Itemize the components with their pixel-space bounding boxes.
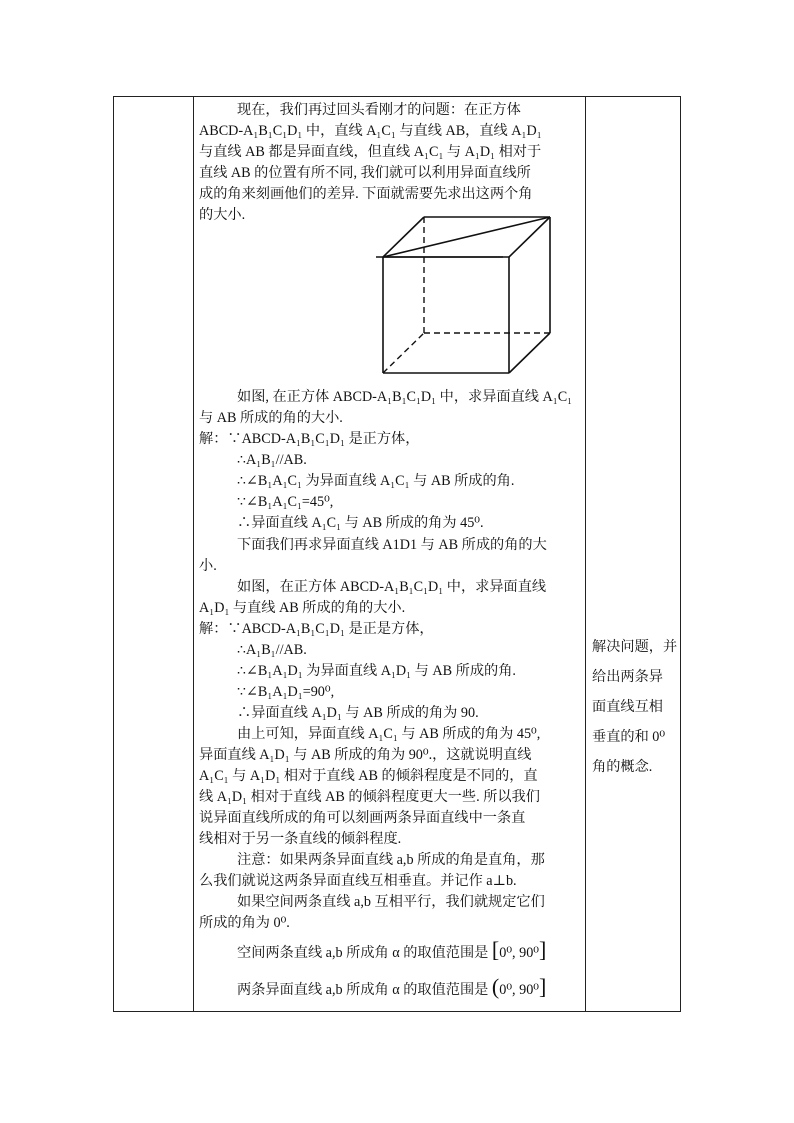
intro-line: ABCD-A₁B₁C₁D₁ 中，直线 A₁C₁ 与直线 AB，直线 A₁D₁ xyxy=(199,123,542,139)
solution2-line: ∴异面直线 A₁D₁ 与 AB 所成的角为 90. xyxy=(237,705,479,721)
example2-line: A₁D₁ 与直线 AB 所成的角的大小. xyxy=(199,600,406,616)
intent-line: 角的概念. xyxy=(592,759,653,775)
note-line: 所成的角为 0⁰. xyxy=(199,915,290,931)
range-open-bracket: [ xyxy=(491,937,500,962)
range-interval: 0⁰, 90⁰ xyxy=(499,945,539,961)
summary-line: 由上可知，异面直线 A₁C₁ 与 AB 所成的角为 45⁰, xyxy=(237,726,541,742)
intro-line: 与直线 AB 都是异面直线，但直线 A₁C₁ 与 A₁D₁ 相对于 xyxy=(199,144,542,160)
summary-line: 线 A₁D₁ 相对于直线 AB 的倾斜程度更大一些. 所以我们 xyxy=(199,789,540,805)
summary-line: A₁C₁ 与 A₁D₁ 相对于直线 AB 的倾斜程度是不同的，直 xyxy=(199,768,538,784)
example2-line: 如图，在正方体 ABCD-A₁B₁C₁D₁ 中，求异面直线 xyxy=(237,579,547,595)
summary-line: 异面直线 A₁D₁ 与 AB 所成的角为 90⁰.，这就说明直线 xyxy=(199,747,532,763)
solution1-line: 解：∵ABCD-A₁B₁C₁D₁ 是正方体， xyxy=(199,431,420,447)
lesson-table xyxy=(113,96,681,1012)
summary-line: 说异面直线所成的角可以刻画两条异面直线中一条直 xyxy=(199,810,526,826)
example1-line: 与 AB 所成的角的大小. xyxy=(199,410,343,426)
range-open-paren: ( xyxy=(491,974,500,999)
cube-drawing xyxy=(375,215,555,377)
note-line: 么我们就说这两条异面直线互相垂直。并记作 a⊥b. xyxy=(199,873,517,889)
solution2-line: ∴A₁B₁//AB. xyxy=(237,642,307,658)
main-content-cell xyxy=(199,97,586,1011)
summary-line: 线相对于另一条直线的倾斜程度. xyxy=(199,831,402,847)
range-close-bracket: ] xyxy=(539,974,547,999)
intent-line: 面直线互相 xyxy=(592,699,663,715)
column-divider-1 xyxy=(193,97,194,1011)
intro-line: 成的角来刻画他们的差异. 下面就需要先求出这两个角 xyxy=(199,186,533,202)
range-line-parallel xyxy=(237,937,587,963)
intent-line: 给出两条异 xyxy=(592,669,663,685)
solution2-line: 解：∵ABCD-A₁B₁C₁D₁ 是正是方体， xyxy=(199,621,434,637)
solution1-line: 小. xyxy=(199,558,217,574)
solution2-line: ∵∠B₁A₁D₁=90⁰, xyxy=(237,684,335,700)
intent-line: 垂直的和 0⁰ xyxy=(592,729,666,745)
range-text: 空间两条直线 a,b 所成角 α 的取值范围是 xyxy=(237,945,489,961)
intro-line: 现在，我们再过回头看刚才的问题：在正方体 xyxy=(237,102,521,118)
note-line: 注意：如果两条异面直线 a,b 所成的角是直角，那 xyxy=(237,852,545,868)
solution1-line: 下面我们再求异面直线 A1D1 与 AB 所成的角的大 xyxy=(237,537,547,553)
range-line-skew xyxy=(237,974,587,1000)
solution1-line: ∵∠B₁A₁C₁=45⁰, xyxy=(237,494,334,510)
solution1-line: ∴异面直线 A₁C₁ 与 AB 所成的角为 45⁰. xyxy=(237,515,484,531)
intro-line: 直线 AB 的位置有所不同, 我们就可以利用异面直线所 xyxy=(199,165,531,181)
range-interval: 0⁰, 90⁰ xyxy=(499,982,539,998)
intent-line: 解决问题，并 xyxy=(592,639,678,655)
solution1-line: ∴A₁B₁//AB. xyxy=(237,452,307,468)
example1-line: 如图, 在正方体 ABCD-A₁B₁C₁D₁ 中，求异面直线 A₁C₁ xyxy=(237,389,573,405)
intro-line: 的大小. xyxy=(199,207,246,223)
solution2-line: ∴∠B₁A₁D₁ 为异面直线 A₁D₁ 与 AB 所成的角. xyxy=(237,663,516,679)
solution1-line: ∴∠B₁A₁C₁ 为异面直线 A₁C₁ 与 AB 所成的角. xyxy=(237,473,515,489)
range-text: 两条异面直线 a,b 所成角 α 的取值范围是 xyxy=(237,982,489,998)
note-line: 如果空间两条直线 a,b 互相平行，我们就规定它们 xyxy=(237,894,545,910)
range-close-bracket: ] xyxy=(539,937,547,962)
